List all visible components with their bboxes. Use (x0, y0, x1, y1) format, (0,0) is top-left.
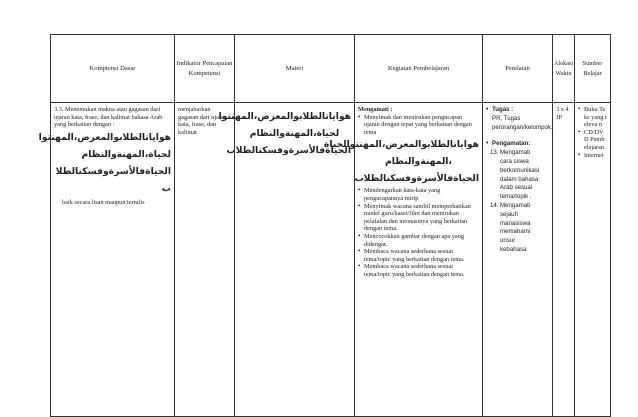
sumber-item-2: • CD/DVD Pembelajaran (578, 129, 607, 152)
penilaian-item-14-number: 14. (490, 201, 499, 209)
kd-text: 3.3. Menemukan makna atau gagasan dari ujaran kata, frase, dan kalimat bahasa Arab yang berkaitan dengan : (54, 106, 163, 129)
header-sumber: Sumber Belajar (575, 35, 611, 103)
sumber-item-3: • Internet (578, 152, 607, 160)
header-materi: Materi (235, 35, 355, 103)
kegiatan-item-2: • Mendengarkan kata-kata yang pengucapannya mirip (358, 187, 479, 202)
kegiatan-cell (323, 103, 483, 417)
alokasi-cell (553, 103, 575, 417)
content-row (51, 103, 611, 417)
penilaian-tugas-text: PR, Tugas perorangan/kelompok. (492, 114, 553, 131)
header-kegiatan: Kegiatan Pembelajaran (355, 35, 483, 103)
penilaian-item-13 (490, 149, 549, 202)
syllabus-table (38, 34, 611, 417)
penilaian-cell (483, 103, 553, 417)
header-alokasi: Alokasi Waktu (553, 35, 575, 103)
materi-arabic-line-3: الحياةفالأسرةوفسكنالطلاب (226, 145, 351, 156)
penilaian-item-13-text: Mengamati cara siswa berkomunikasi dalam bahasa Arab sesuai tema/topik . (500, 149, 540, 201)
kd-cell (38, 103, 175, 417)
header-kompetensi-dasar: Komptensi Dasar (51, 35, 175, 103)
header-row (51, 35, 611, 103)
penilaian-tugas-title: Tugas : (492, 106, 514, 113)
penilaian-item-13-number: 13. (490, 149, 499, 157)
kegiatan-item-1: • Menyimak dan menirukan pengucapan ujaran dengan tepat yang berkaitan dengan tema (358, 114, 479, 137)
kegiatan-item-4: • Mencocokkan gambar dengan apa yang didengar. (358, 233, 479, 248)
penilaian-item-14-text: Mengamati sejauh manasiswa memahami unsur kebahasa (500, 201, 531, 253)
materi-arabic-line-1: هواياتالطلابوالمعرض،المهنتوا (218, 111, 351, 122)
kd-arabic-line-3: الحياةفالأسرةوفسكنالطلا (55, 165, 171, 177)
materi-arabic-line-2: لحياة،المهنةوالنظام (249, 128, 340, 139)
kd-arabic-line-1: هواياتالطلابوالمعرض،المهنتوا (38, 131, 171, 143)
penilaian-item-14 (490, 202, 549, 255)
kegiatan-arabic-line-2: ،المهنةوالنظام (385, 156, 452, 168)
alokasi-value: 3 x 4 JP (556, 106, 569, 121)
kd-arabic-line-2: لحياة،المهنةوالنظام (81, 148, 171, 160)
kegiatan-item-3: • Menyimak wacana sambil memperhatikan model guru/kaset/film dan menirukan pelafalan dan intonasinya yang berkaitan dengan tema. (358, 203, 479, 233)
sumber-item-1: • Buku Teks yang televa n (578, 106, 607, 129)
indikator-text: menjabarkan gagasan dari ujaran kata, frase, dan kalimat (178, 106, 227, 136)
sumber-cell (575, 103, 611, 417)
kd-tail: baik secara lisan maupun tertulis (62, 198, 145, 206)
kegiatan-title: Mengamati : (358, 106, 393, 113)
penilaian-pengamatan-title: Pengamatan: (492, 140, 531, 148)
kegiatan-arabic-line-3: الحياةفالأسرةوفسكنالطلاب (354, 173, 479, 185)
header-indikator: Indikator Pencapaian Kompetensi (175, 35, 235, 103)
kegiatan-arabic-line-1: هواياتالطلابوالمعرض،المهنتوالحياة (323, 139, 479, 151)
kegiatan-item-6: • Membaca wacana sederhana sesuai tema/topic yang berkaitan dengan tema. (358, 263, 479, 278)
kegiatan-item-5: • Membaca wacana sederhana sesuai tema/topic yang berkaitan dengan tema. (358, 248, 479, 263)
kd-arabic-line-4: ب (161, 182, 171, 194)
header-penilaian: Penilaian (483, 35, 553, 103)
